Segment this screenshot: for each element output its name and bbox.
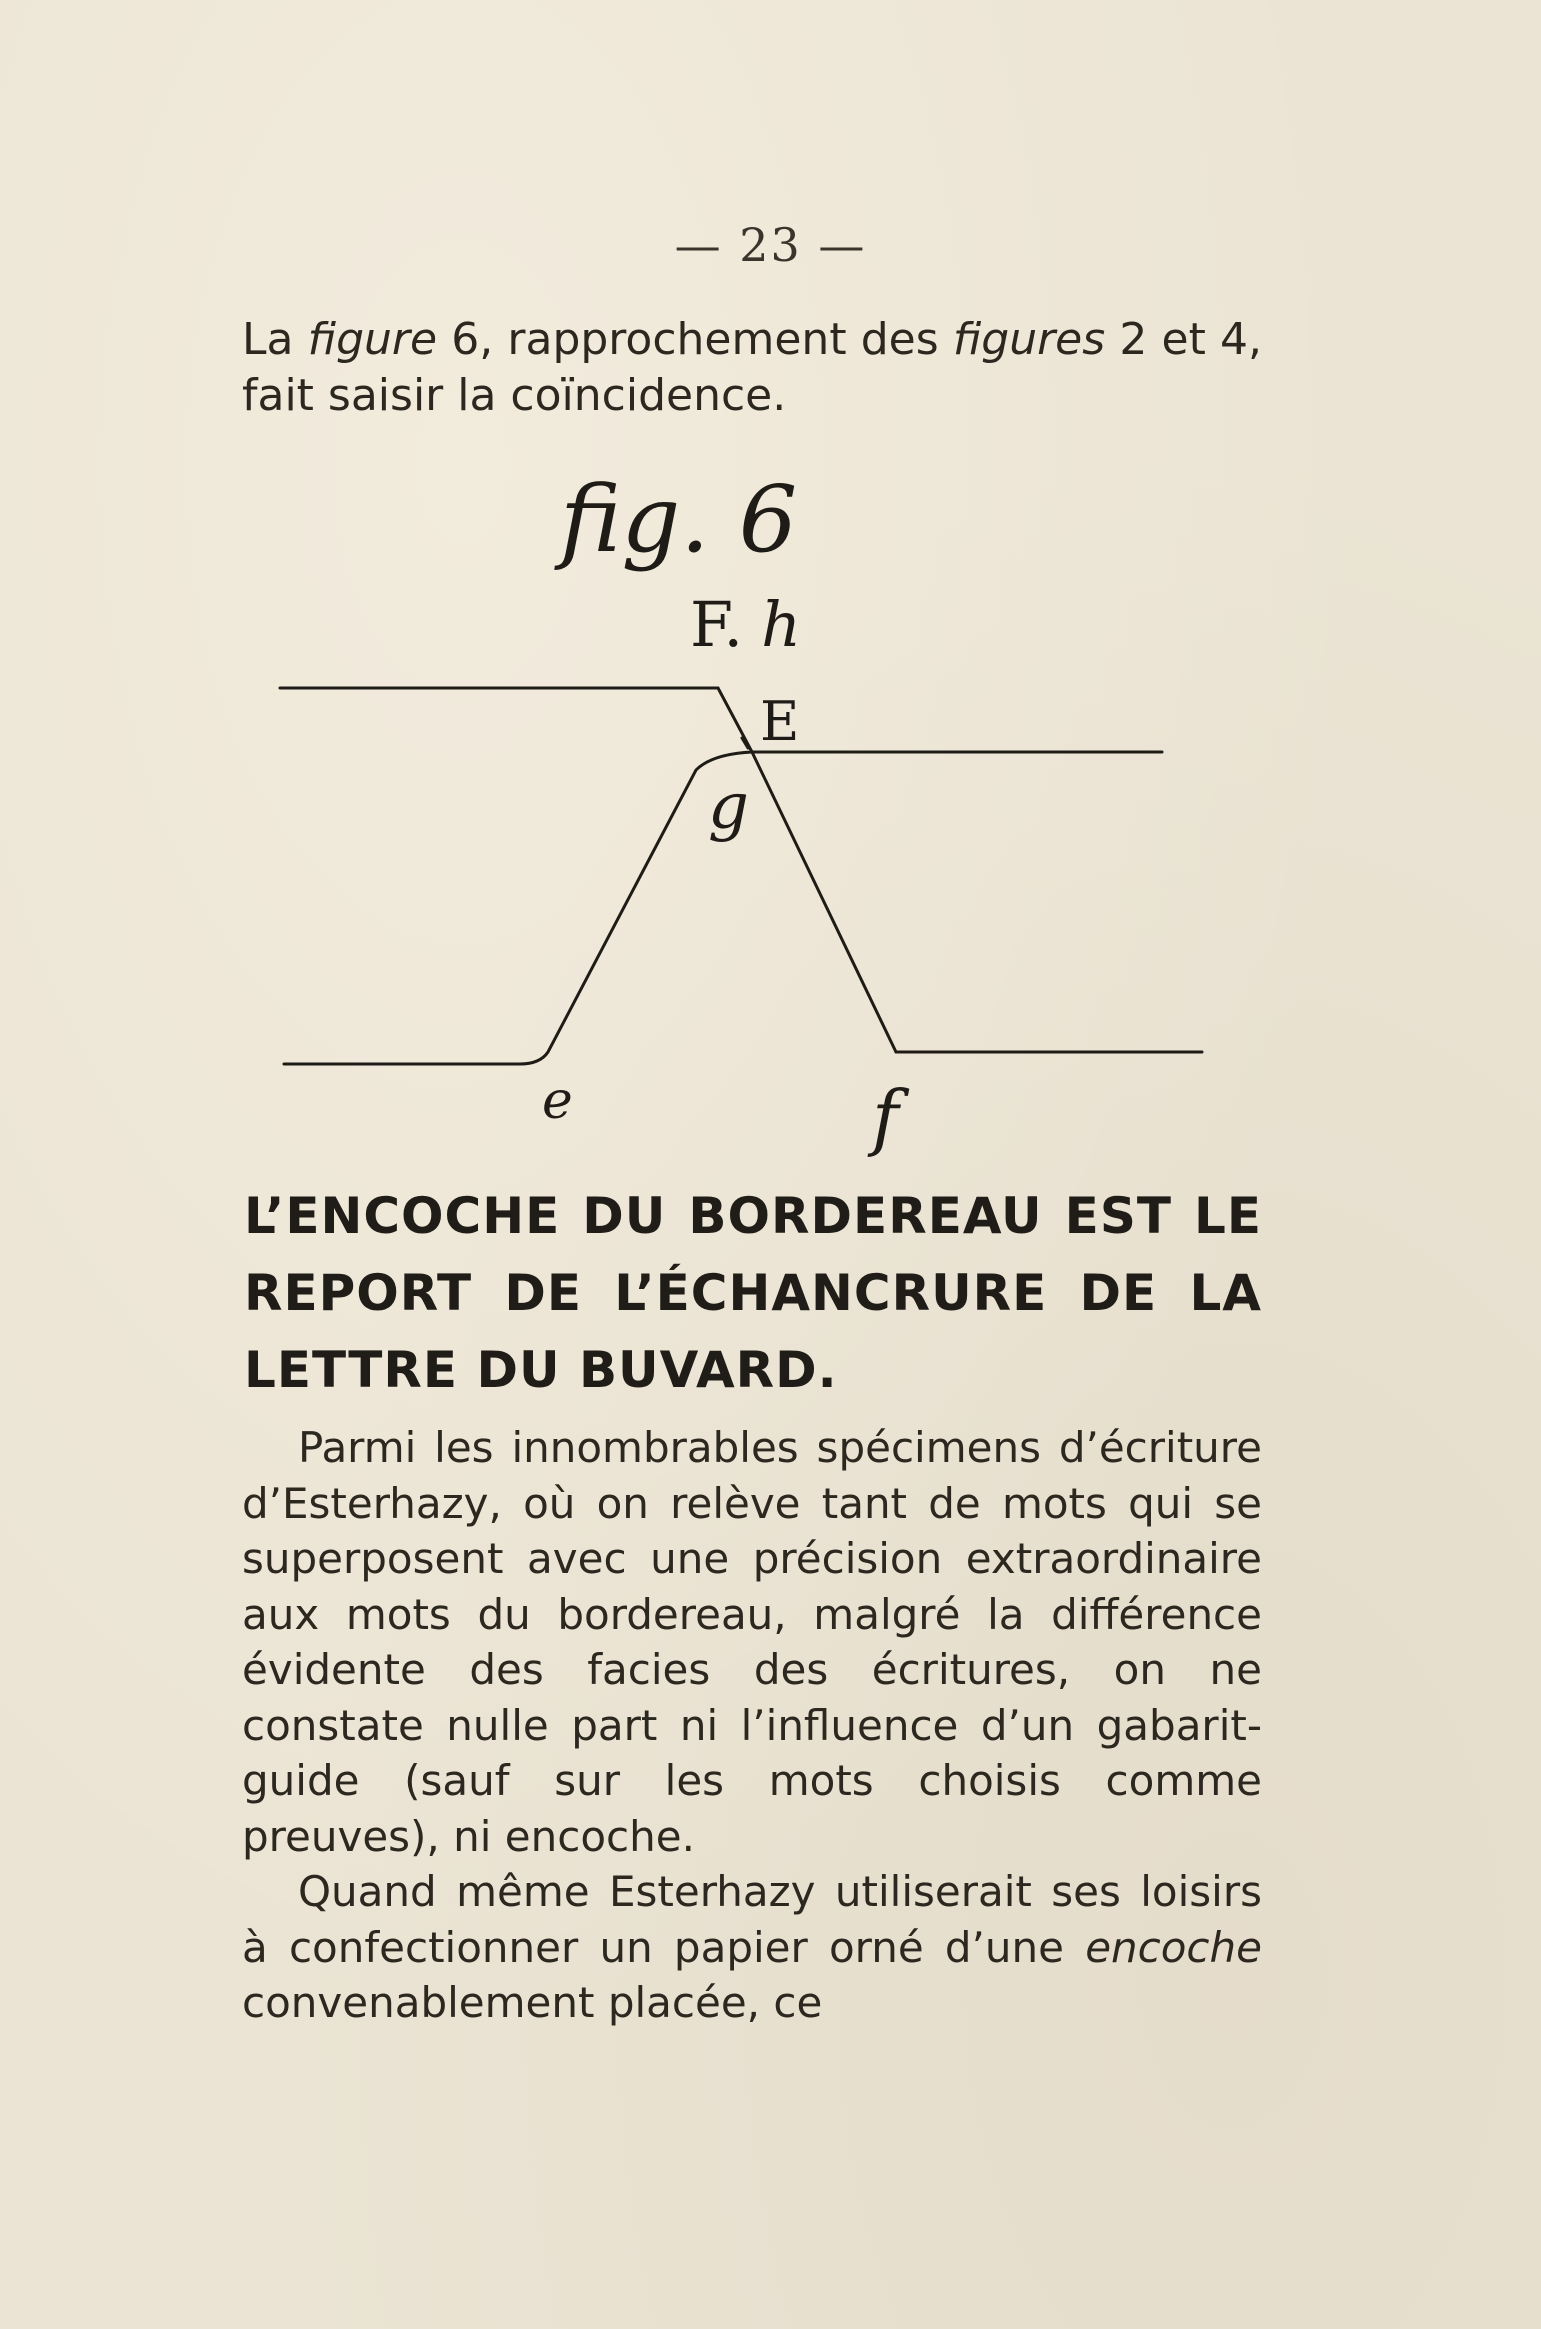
- body-text: [242, 1420, 1262, 2031]
- intro-text-2: 6, rapprochement des: [437, 314, 953, 365]
- intro-figure-word: figure: [307, 314, 438, 365]
- section-heading: L’ENCOCHE DU BORDEREAU EST LE REPORT DE L’ÉCHANCRURE DE LA LETTRE DU BUVARD.: [244, 1187, 1262, 1399]
- notch-right-edge: [752, 752, 896, 1052]
- paragraph-2-encoche-word: encoche: [1085, 1922, 1262, 1972]
- intro-text-1: La: [242, 314, 308, 365]
- paragraph-2-text-1: Quand même Esterhazy utiliserait ses loisirs à confectionner un papier orné d’une: [242, 1867, 1262, 1972]
- page-number: — 23 —: [674, 218, 867, 272]
- figure-label-F: F.: [690, 588, 744, 661]
- intro-figures-word: figures: [952, 314, 1106, 365]
- figure-caption: fig. 6: [560, 466, 798, 573]
- notch-left-edge: [284, 752, 752, 1064]
- diagram-label-f: f: [872, 1075, 899, 1159]
- paragraph-2-text-2: convenablement placée, ce: [242, 1978, 823, 2027]
- paragraph-1: Parmi les innombrables spécimens d’écriture d’Esterhazy, où on relève tant de mots qui se superposent avec une précision extraordinaire aux mots du bordereau, malgré la différence évidente des facies des écritures, on ne constate nulle part ni l’influence d’un gabarit-guide (sauf sur les mots choisis comme preuves), ni encoche.: [242, 1423, 1262, 1861]
- diagram-label-e: e: [542, 1071, 573, 1131]
- paragraph-2: [242, 1864, 1262, 2031]
- diagram-label-E: E: [760, 690, 800, 753]
- figure-label-h: h: [761, 588, 802, 661]
- top-diagonal-short: [718, 688, 752, 752]
- intro-text-3: 2 et 4, fait saisir la coïncidence.: [242, 314, 1262, 421]
- diagram-label-g: g: [708, 770, 749, 844]
